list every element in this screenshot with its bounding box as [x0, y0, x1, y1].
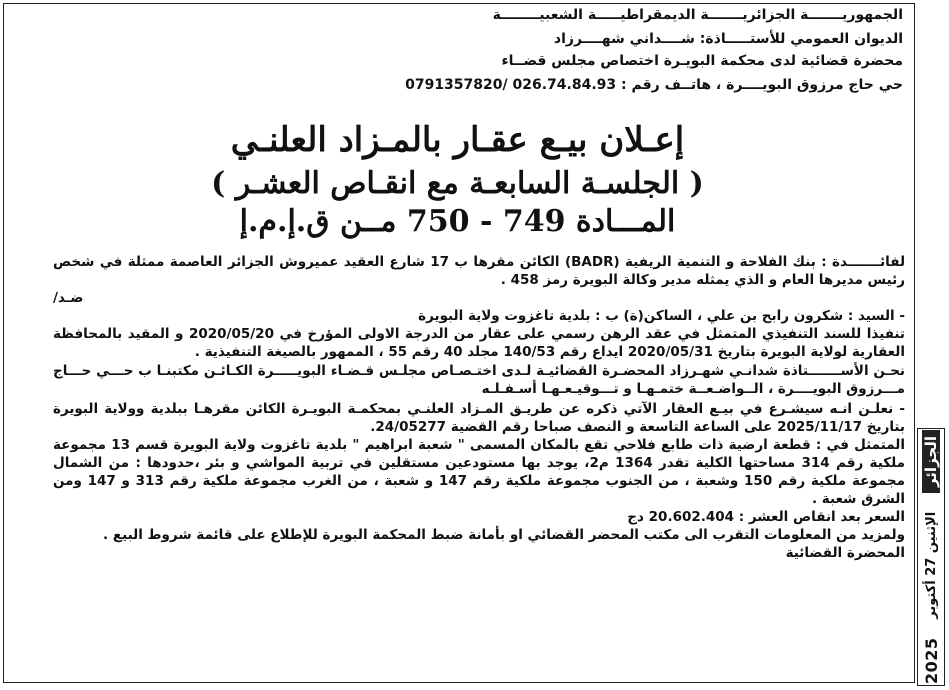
header-bailiff: محضرة قضائية لدى محكمة البويـرة اختصاص مجلس قضــاء: [501, 53, 903, 69]
info-paragraph: ولمزيد من المعلومات التقرب الى مكتب المحضر القضائي او بأمانة ضبط المحكمة البويرة للإطلاع على قائمة شروط البيع .: [103, 526, 905, 543]
session-subtitle: ( الجلسـة السابعـة مع انقـاص العشـر ): [211, 166, 704, 201]
signature: المحضرة القضائية: [785, 544, 905, 561]
enforcement-paragraph: تنفيذا للسند التنفيذي المتمثل في عقد الرهن رسمي على عقار من الدرجة الاولى المؤرخ في 2020/05/20 و المقيد بالمحافظة العقارية لولاية البويرة بتاريخ 2020/05/31 ايداع رقم 140/53 مجلد 40 رقم 55 ، الممهور بالصيغة التنفيذية .: [53, 325, 906, 360]
publication-date: الإثنين 27 أكتوبر: [923, 511, 939, 619]
header-republic: الجمهوريـــــــة الجزائريـــــــة الديمقراطيـــــة الشعبيــــــــة: [492, 7, 903, 23]
price-line: السعر بعد انقاص العشر : 20.602.404 دج: [627, 508, 905, 525]
beneficiary-paragraph: لفائـــــــدة : بنك الفلاحة و التنمية الريفية (BADR) الكائن مقرها ب 17 شارع العقيد عميروش الجزائر العاصمة ممثلة في شخص رئيس مديرها العام و الذي يمثله مدير وكالة البويرة رمز 458 .: [53, 254, 906, 288]
announcement-title: إعـلان بيـع عقـار بالمـزاد العلنـي: [230, 120, 685, 160]
publication-year: 2025: [921, 637, 941, 684]
announcement-body: [53, 254, 905, 562]
legal-article: المـــادة 749 - 750 مــن ق.إ.م.إ: [239, 204, 676, 239]
newspaper-date-strip: [917, 428, 945, 686]
publication-name: الجزائر: [922, 430, 940, 493]
bailiff-paragraph: نحـن الأســـــــتاذة شدانـي شهـرزاد المحضـرة القضائيـة لـدى اختـصـاص مجلـس قـضـاء البويـــــرة الكـائـن مكتبنـا ب حـــي حـــاج مـــرزوق البويــــرة ، الــواضـعــة ختمـهـا و تـــوقيـعـهـا أسـفـلـه: [53, 363, 905, 398]
header-address: حي حاج مرزوق البويــــرة ، هاتــف رقم : 026.74.84.93 /0791357820: [405, 77, 903, 93]
property-description-paragraph: المتمثل في : قطعة ارضية ذات طابع فلاحي تقع بالمكان المسمى " شعبة ابراهيم " بلدية تاغزوت ولاية البويرة قسم 13 مجموعة ملكية رقم 314 مساحتها الكلية تقدر 1364 م2، يوجد بها مستودعين مستقلين في تربية المواشي و بئر ،حدودها : من الشمال مجموعة ملكية رقم 150 وشعبة ، من الجنوب مجموعة ملكية رقم 147 و شعبة ، من الغرب مجموعة ملكية رقم 313 و 147 ومن الشرق شعبة .: [53, 437, 906, 507]
header-office: الديوان العمومي للأستـــــاذة: شــــداني شهــــرزاد: [553, 31, 903, 47]
against-label: ضـد/: [53, 289, 84, 306]
debtor-paragraph: - السيد : شكرون رابح بن علي ، الساكن(ة) ب : بلدية تاغزوت ولاية البويرة: [418, 307, 905, 324]
sale-notice-paragraph: - نعلـن انـه سيشـرع في بيـع العقار الآتي ذكره عن طريـق المـزاد العلنـي بمحكمـة البويـرة الكائن مقرهـا ببلدية وولاية البويرة بتاريخ 2025/11/17 على الساعة التاسعة و النصف صباحا رقم القضية 24/05277.: [53, 401, 905, 436]
